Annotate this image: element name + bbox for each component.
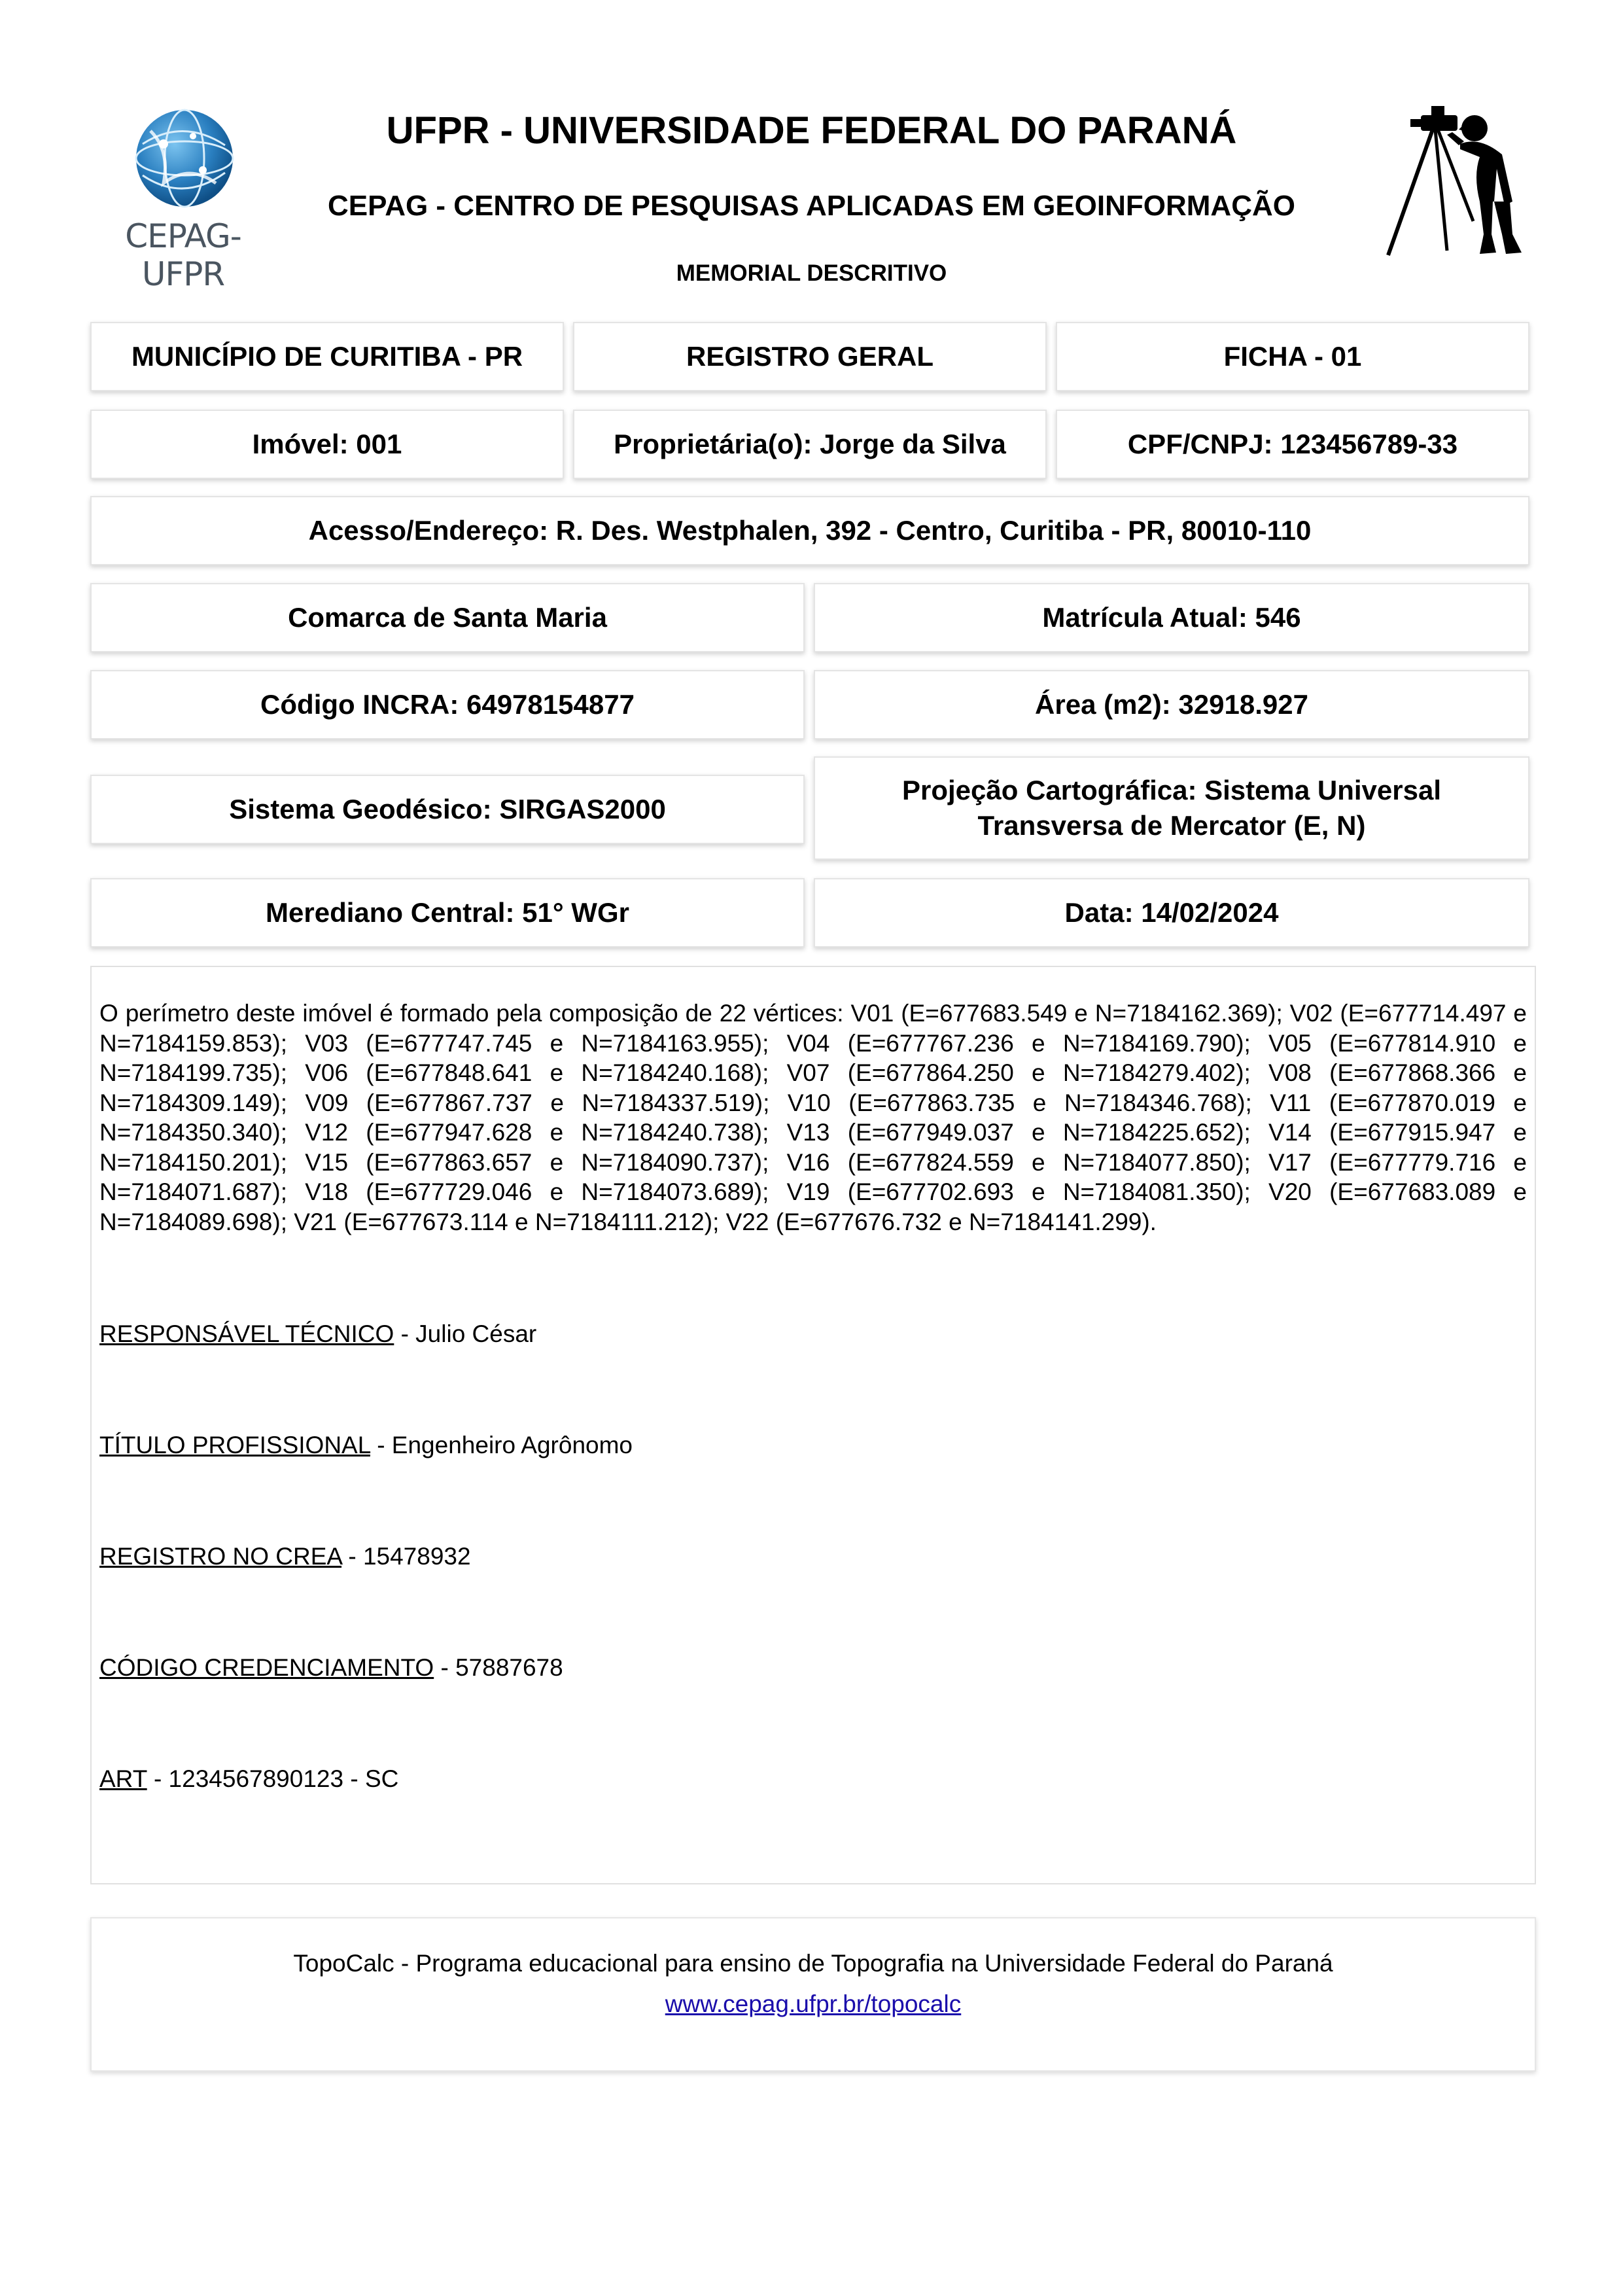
memorial-content (90, 966, 1536, 1884)
center-title: CEPAG - CENTRO DE PESQUISAS APLICADAS EM GEOINFORMAÇÃO (328, 190, 1295, 222)
titulo-field (99, 1432, 633, 1459)
perimeter-description: O perímetro deste imóvel é formado pela composição de 22 vértices: V01 (E=677683.549 e N=7184162.369); V02 (E=677714.497 e N=7184159.853); V03 (E=677747.745 e N=7184163.955); V04 (E=677767.236 e N=7184169.790); V05 (E=677814.910 e N=7184199.735); V06 (E=677848.641 e N=7184240.168); V07 (E=677864.250 e N=7184279.402); V08 (E=677868.366 e N=7184309.149); V09 (E=677867.737 e N=7184337.519); V10 (E=677863.735 e N=7184346.768); V11 (E=677870.019 e N=7184350.340); V12 (E=677947.628 e N=7184240.738); V13 (E=677949.037 e N=7184225.652); V14 (E=677915.947 e N=7184150.201); V15 (E=677863.657 e N=7184090.737); V16 (E=677824.559 e N=7184077.850); V17 (E=677779.716 e N=7184071.687); V18 (E=677729.046 e N=7184073.689); V19 (E=677702.693 e N=7184081.350); V20 (E=677683.089 e N=7184089.698); V21 (E=677673.114 e N=7184111.212); V22 (E=677676.732 e N=7184141.299). (99, 1000, 1527, 1235)
crea-field (99, 1543, 471, 1570)
footer-text: TopoCalc - Programa educacional para ensino de Topografia na Universidade Federal do Paraná (293, 1950, 1333, 1977)
logo-text: CEPAG-UFPR (125, 217, 241, 293)
sistema-box: Sistema Geodésico: SIRGAS2000 (90, 775, 805, 844)
titulo-value: - Engenheiro Agrônomo (370, 1432, 633, 1458)
meridiano-box: Merediano Central: 51° WGr (90, 878, 805, 947)
document-type: MEMORIAL DESCRITIVO (676, 260, 947, 286)
crea-value: - 15478932 (341, 1543, 471, 1570)
responsavel-field (99, 1320, 536, 1348)
data-box: Data: 14/02/2024 (814, 878, 1529, 947)
art-field (99, 1765, 398, 1793)
responsavel-label: RESPONSÁVEL TÉCNICO (99, 1320, 394, 1347)
matricula-box: Matrícula Atual: 546 (814, 583, 1529, 652)
art-label: ART (99, 1765, 147, 1792)
comarca-box: Comarca de Santa Maria (90, 583, 805, 652)
registro-box: REGISTRO GERAL (573, 322, 1047, 391)
projecao-box (814, 756, 1529, 860)
credenciamento-field (99, 1654, 563, 1682)
projecao-line-2: Transversa de Mercator (E, N) (977, 810, 1366, 841)
footer-link[interactable]: www.cepag.ufpr.br/topocalc (665, 1990, 962, 2017)
cpf-box: CPF/CNPJ: 123456789-33 (1056, 410, 1529, 479)
endereco-box: Acesso/Endereço: R. Des. Westphalen, 392 - Centro, Curitiba - PR, 80010-110 (90, 496, 1529, 565)
proprietario-box: Proprietária(o): Jorge da Silva (573, 410, 1047, 479)
projecao-line-1: Projeção Cartográfica: Sistema Universal (901, 775, 1441, 806)
surveyor-icon (1382, 103, 1532, 258)
university-title: UFPR - UNIVERSIDADE FEDERAL DO PARANÁ (386, 109, 1237, 152)
art-value: - 1234567890123 - SC (147, 1765, 399, 1792)
municipio-box: MUNICÍPIO DE CURITIBA - PR (90, 322, 564, 391)
responsavel-value: - Julio César (394, 1320, 537, 1347)
credenciamento-value: - 57887678 (434, 1654, 563, 1681)
ficha-box: FICHA - 01 (1056, 322, 1529, 391)
imovel-box: Imóvel: 001 (90, 410, 564, 479)
crea-label: REGISTRO NO CREA (99, 1543, 342, 1570)
area-box: Área (m2): 32918.927 (814, 670, 1529, 739)
incra-box: Código INCRA: 64978154877 (90, 670, 805, 739)
titulo-label: TÍTULO PROFISSIONAL (99, 1432, 370, 1458)
footer (90, 1917, 1536, 2072)
credenciamento-label: CÓDIGO CREDENCIAMENTO (99, 1654, 434, 1681)
